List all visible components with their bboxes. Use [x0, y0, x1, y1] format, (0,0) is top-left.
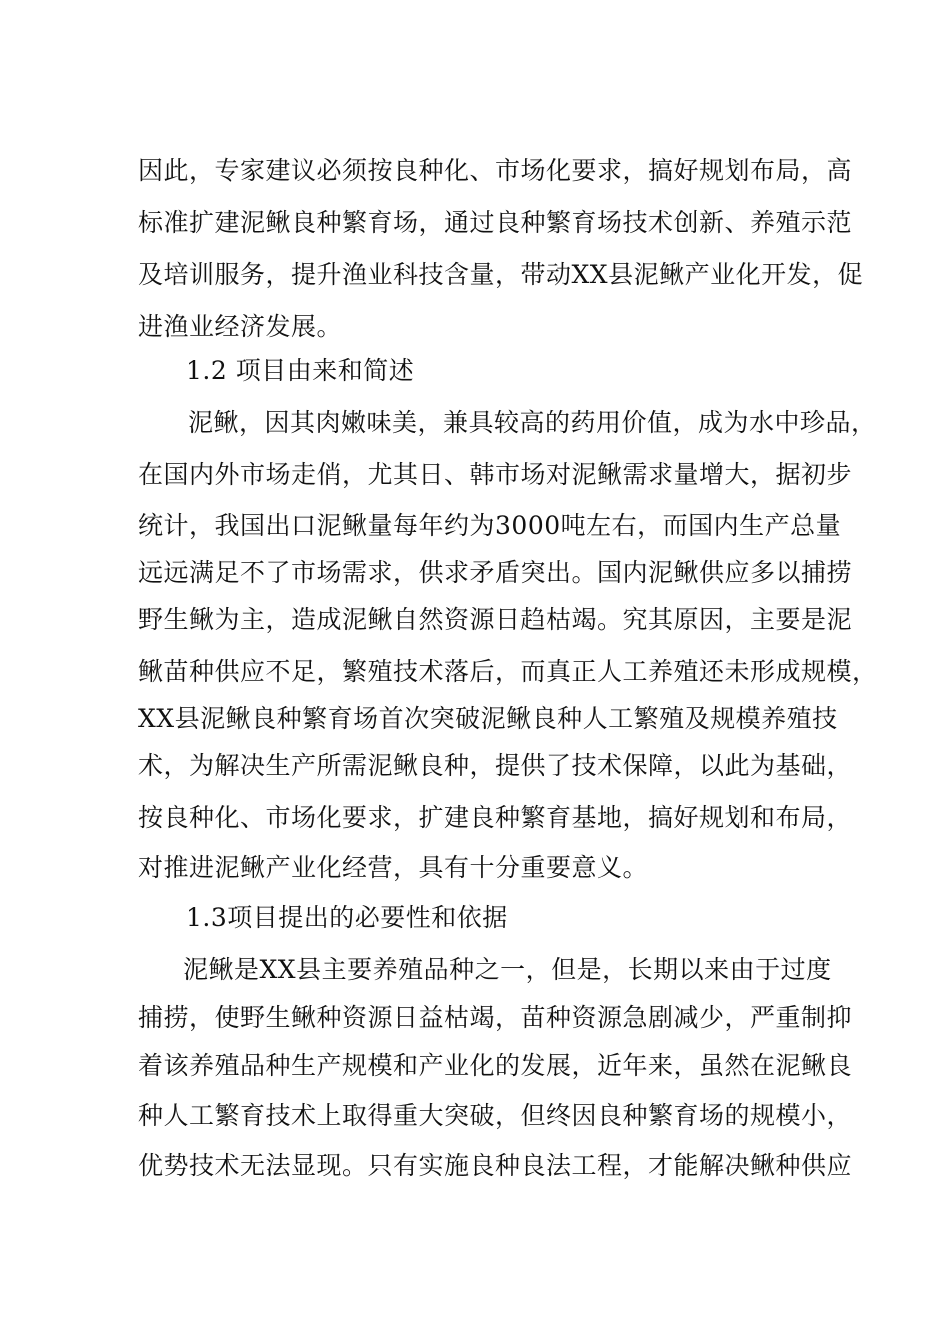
section-1-2-line-10: 对推进泥鳅产业化经营，具有十分重要意义。 [138, 853, 649, 882]
section-1-3-line-3: 着该养殖品种生产规模和产业化的发展，近年来，虽然在泥鳅良 [138, 1051, 853, 1080]
section-1-2-line-3: 统计，我国出口泥鳅量每年约为3000吨左右，而国内生产总量 [138, 511, 842, 540]
intro-line-3: 及培训服务，提升渔业科技含量，带动XX县泥鳅产业化开发，促 [138, 260, 864, 289]
section-1-2-line-5: 野生鳅为主，造成泥鳅自然资源日趋枯竭。究其原因，主要是泥 [138, 605, 853, 634]
section-1-2-line-8: 术，为解决生产所需泥鳅良种，提供了技术保障，以此为基础， [138, 751, 853, 780]
intro-line-4: 进渔业经济发展。 [138, 312, 343, 341]
section-1-2-heading: 1.2 项目由来和简述 [186, 356, 415, 385]
section-1-2-line-4: 远远满足不了市场需求，供求矛盾突出。国内泥鳅供应多以捕捞 [138, 558, 853, 587]
section-1-3-heading: 1.3项目提出的必要性和依据 [186, 903, 508, 932]
section-1-3-line-1: 泥鳅是XX县主要养殖品种之一，但是，长期以来由于过度 [183, 955, 832, 984]
section-1-3-line-4: 种人工繁育技术上取得重大突破，但终因良种繁育场的规模小， [138, 1101, 853, 1130]
section-1-3-line-5: 优势技术无法显现。只有实施良种良法工程，才能解决鳅种供应 [138, 1151, 853, 1180]
section-1-2-line-6: 鳅苗种供应不足，繁殖技术落后，而真正人工养殖还未形成规模， [138, 657, 878, 686]
intro-line-1: 因此，专家建议必须按良种化、市场化要求，搞好规划布局，高 [138, 156, 853, 185]
section-1-2-line-7: XX县泥鳅良种繁育场首次突破泥鳅良种人工繁殖及规模养殖技 [138, 704, 838, 733]
section-1-3-line-2: 捕捞，使野生鳅种资源日益枯竭，苗种资源急剧减少，严重制抑 [138, 1003, 853, 1032]
section-1-2-line-2: 在国内外市场走俏，尤其日、韩市场对泥鳅需求量增大，据初步 [138, 460, 853, 489]
section-1-2-line-9: 按良种化、市场化要求，扩建良种繁育基地，搞好规划和布局， [138, 803, 853, 832]
intro-line-2: 标准扩建泥鳅良种繁育场，通过良种繁育场技术创新、养殖示范 [138, 208, 853, 237]
section-1-2-line-1: 泥鳅，因其肉嫩味美，兼具较高的药用价值，成为水中珍品， [188, 408, 877, 437]
